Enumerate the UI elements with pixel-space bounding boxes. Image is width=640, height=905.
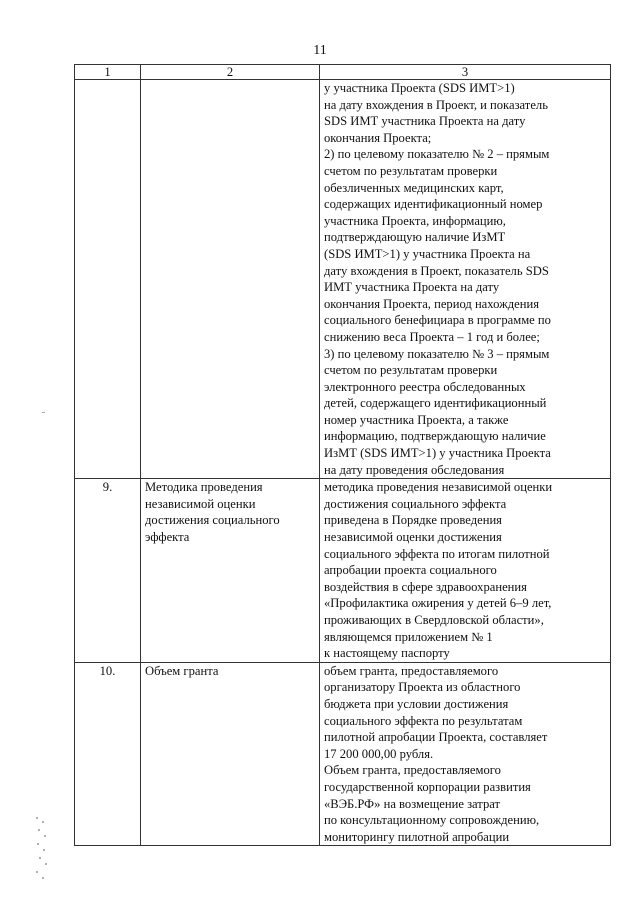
text-line: детей, содержащего идентификационный	[324, 396, 547, 411]
text-line: независимой оценки достижения	[324, 530, 502, 545]
text-line: проживающих в Свердловской области»,	[324, 613, 544, 627]
passport-table	[74, 64, 611, 846]
continuation-row	[75, 80, 611, 479]
scan-margin-mark	[42, 412, 45, 413]
text-line: информацию, подтверждающую наличие	[324, 429, 546, 444]
continuation-number-cell	[75, 80, 141, 479]
text-line: счетом по результатам проверки	[324, 163, 498, 178]
text-line: «Профилактика ожирения у детей 6–9 лет,	[324, 596, 552, 611]
page-number: 11	[313, 43, 327, 58]
text-line: апробации проекта социального	[324, 563, 497, 578]
text-line: методика проведения независимой оценки	[324, 480, 553, 495]
text-line: «ВЭБ.РФ» на возмещение затрат	[324, 796, 501, 811]
text-line: государственной корпорации развития	[324, 779, 531, 794]
text-line: бюджета при условии достижения	[324, 696, 509, 711]
table-row-10	[75, 662, 611, 846]
text-line: эффекта	[145, 530, 190, 545]
row-name-cell	[141, 662, 320, 846]
text-line: окончания Проекта;	[324, 130, 432, 145]
row-name-cell	[141, 479, 320, 663]
continuation-name-cell	[141, 80, 320, 479]
row-number: 9.	[75, 479, 141, 663]
continuation-value-cell	[320, 80, 611, 479]
text-line: независимой оценки	[145, 496, 256, 511]
text-line: ИМТ участника Проекта на дату	[324, 280, 500, 295]
text-line: 3) по целевому показателю № 3 – прямым	[324, 346, 550, 361]
text-line: социального бенефициара в программе по	[324, 313, 551, 328]
scan-binding-marks	[34, 815, 48, 885]
text-line: мониторингу пилотной апробации	[324, 829, 510, 844]
text-line: объем гранта, предоставляемого	[324, 663, 499, 678]
table-header-row	[75, 65, 611, 80]
header-col-2: 2	[141, 65, 320, 80]
table-row-9	[75, 479, 611, 663]
text-line: ИзМТ (SDS ИМТ>1) у участника Проекта	[324, 446, 551, 461]
text-line: номер участника Проекта, а также	[324, 412, 509, 427]
text-line: 17 200 000,00 рубля.	[324, 746, 434, 761]
text-line: снижению веса Проекта – 1 год и более;	[324, 329, 540, 344]
text-line: к настоящему паспорту	[324, 646, 450, 661]
text-line: на дату проведения обследования	[324, 462, 505, 477]
row-number: 10.	[75, 662, 141, 846]
text-line: по консультационному сопровождению,	[324, 813, 540, 828]
text-line: Объем гранта	[145, 663, 219, 678]
text-line: (SDS ИМТ>1) у участника Проекта на	[324, 246, 531, 261]
row-value-cell	[320, 479, 611, 663]
text-line: воздействия в сфере здравоохранения	[324, 579, 527, 594]
text-line: участника Проекта, информацию,	[324, 213, 506, 228]
text-line: Методика проведения	[145, 480, 263, 495]
text-line: Объем гранта, предоставляемого	[324, 763, 501, 778]
text-line: пилотной апробации Проекта, составляет	[324, 730, 548, 745]
text-line: дату вхождения в Проект, показатель SDS	[324, 263, 549, 278]
row-value-cell	[320, 662, 611, 846]
text-line: окончания Проекта, период нахождения	[324, 296, 540, 311]
text-line: SDS ИМТ участника Проекта на дату	[324, 114, 526, 129]
text-line: достижения социального эффекта	[324, 496, 507, 511]
text-line: электронного реестра обследованных	[324, 379, 526, 394]
text-line: являющемся приложением № 1	[324, 629, 493, 644]
text-line: 2) по целевому показателю № 2 – прямым	[324, 147, 550, 162]
text-line: обезличенных медицинских карт,	[324, 180, 504, 195]
text-line: подтверждающую наличие ИзМТ	[324, 230, 506, 245]
text-line: социального эффекта по итогам пилотной	[324, 546, 550, 561]
text-line: содержащих идентификационный номер	[324, 197, 543, 212]
header-col-3: 3	[320, 65, 611, 80]
text-line: приведена в Порядке проведения	[324, 513, 502, 528]
text-line: на дату вхождения в Проект, и показатель	[324, 97, 548, 112]
text-line: счетом по результатам проверки	[324, 363, 498, 378]
text-line: у участника Проекта (SDS ИМТ>1)	[324, 81, 515, 95]
text-line: достижения социального	[145, 513, 280, 528]
text-line: социального эффекта по результатам	[324, 713, 523, 728]
text-line: организатору Проекта из областного	[324, 680, 521, 695]
header-col-1: 1	[75, 65, 141, 80]
